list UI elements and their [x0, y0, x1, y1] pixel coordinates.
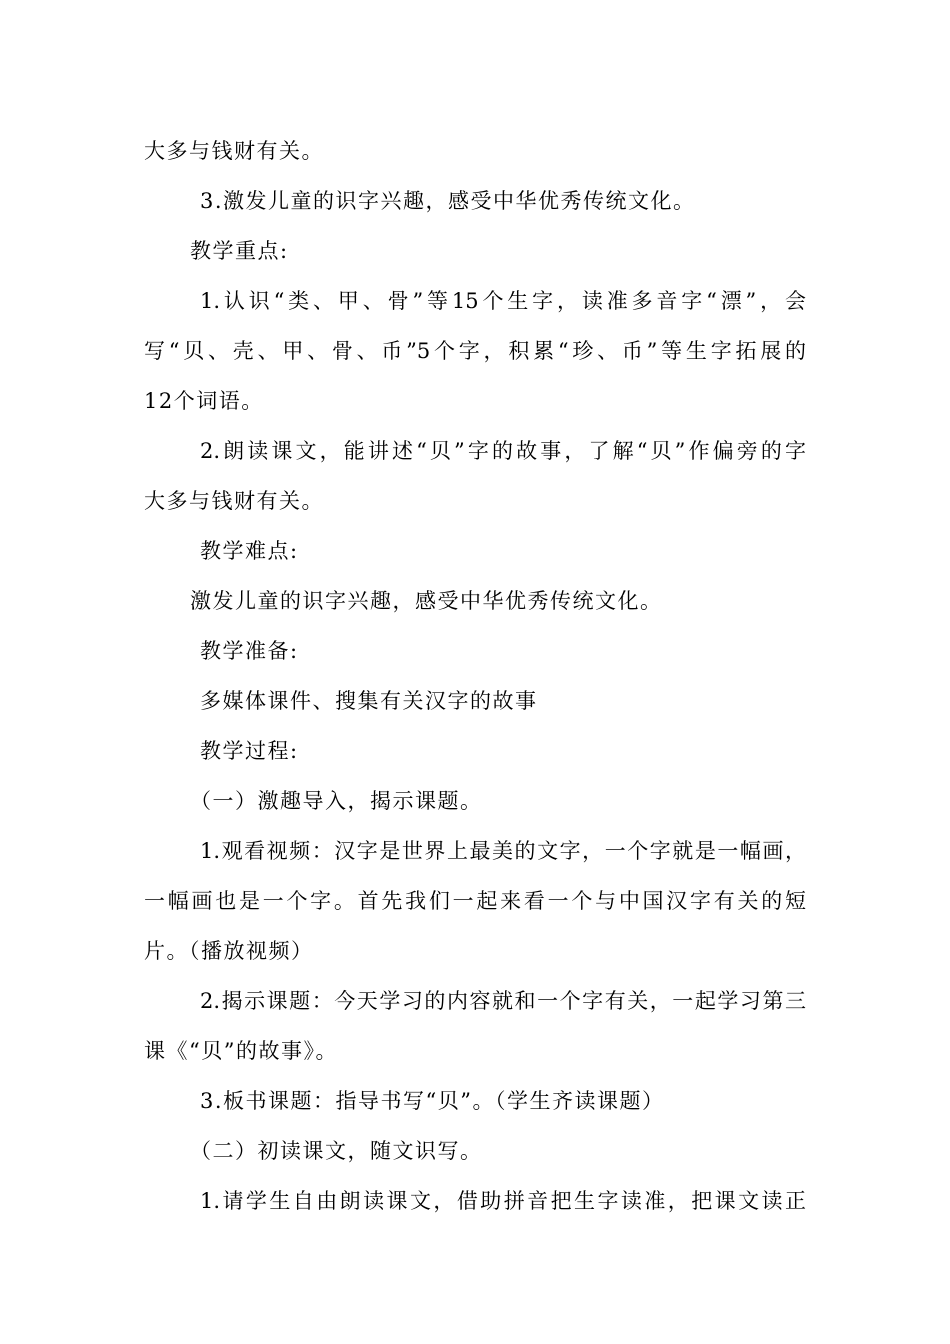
process-item-2-line: 2.揭示课题：今天学习的内容就和一个字有关，一起学习第三: [200, 989, 806, 1013]
key-point-2-line: 大多与钱财有关。: [144, 489, 324, 513]
section-heading-key-points: 教学重点:: [190, 239, 289, 263]
process-step-2-item-1-line: 1.请学生自由朗读课文，借助拼音把生字读准，把课文读正: [200, 1189, 806, 1213]
key-point-1-line: 12个词语。: [144, 389, 264, 413]
process-item-1-line: 片。（播放视频）: [144, 939, 314, 963]
section-heading-preparation: 教学准备:: [200, 639, 299, 663]
goal-item-3: 3.激发儿童的识字兴趣，感受中华优秀传统文化。: [200, 189, 696, 213]
section-heading-difficulties: 教学难点:: [200, 539, 299, 563]
section-heading-process: 教学过程:: [200, 739, 299, 763]
difficulty-text: 激发儿童的识字兴趣，感受中华优秀传统文化。: [190, 589, 663, 613]
process-item-2-line: 课《“贝”的故事》。: [144, 1039, 338, 1063]
process-step-heading-1: （一）激趣导入，揭示课题。: [190, 789, 483, 813]
process-item-1-line: 一幅画也是一个字。首先我们一起来看一个与中国汉字有关的短: [144, 889, 806, 913]
process-item-1-line: 1.观看视频：汉字是世界上最美的文字，一个字就是一幅画，: [200, 839, 806, 863]
preparation-text: 多媒体课件、搜集有关汉字的故事: [200, 689, 538, 713]
key-point-1-line: 1.认识“类、甲、骨”等15个生字，读准多音字“漂”，会: [200, 289, 806, 313]
key-point-2-line: 2.朗读课文，能讲述“贝”字的故事，了解“贝”作偏旁的字: [200, 439, 806, 463]
process-item-3: 3.板书课题：指导书写“贝”。（学生齐读课题）: [200, 1089, 665, 1113]
paragraph-line: 大多与钱财有关。: [144, 139, 324, 163]
process-step-heading-2: （二）初读课文，随文识写。: [190, 1139, 483, 1163]
key-point-1-line: 写“贝、壳、甲、骨、币”5个字，积累“珍、币”等生字拓展的: [144, 339, 806, 363]
